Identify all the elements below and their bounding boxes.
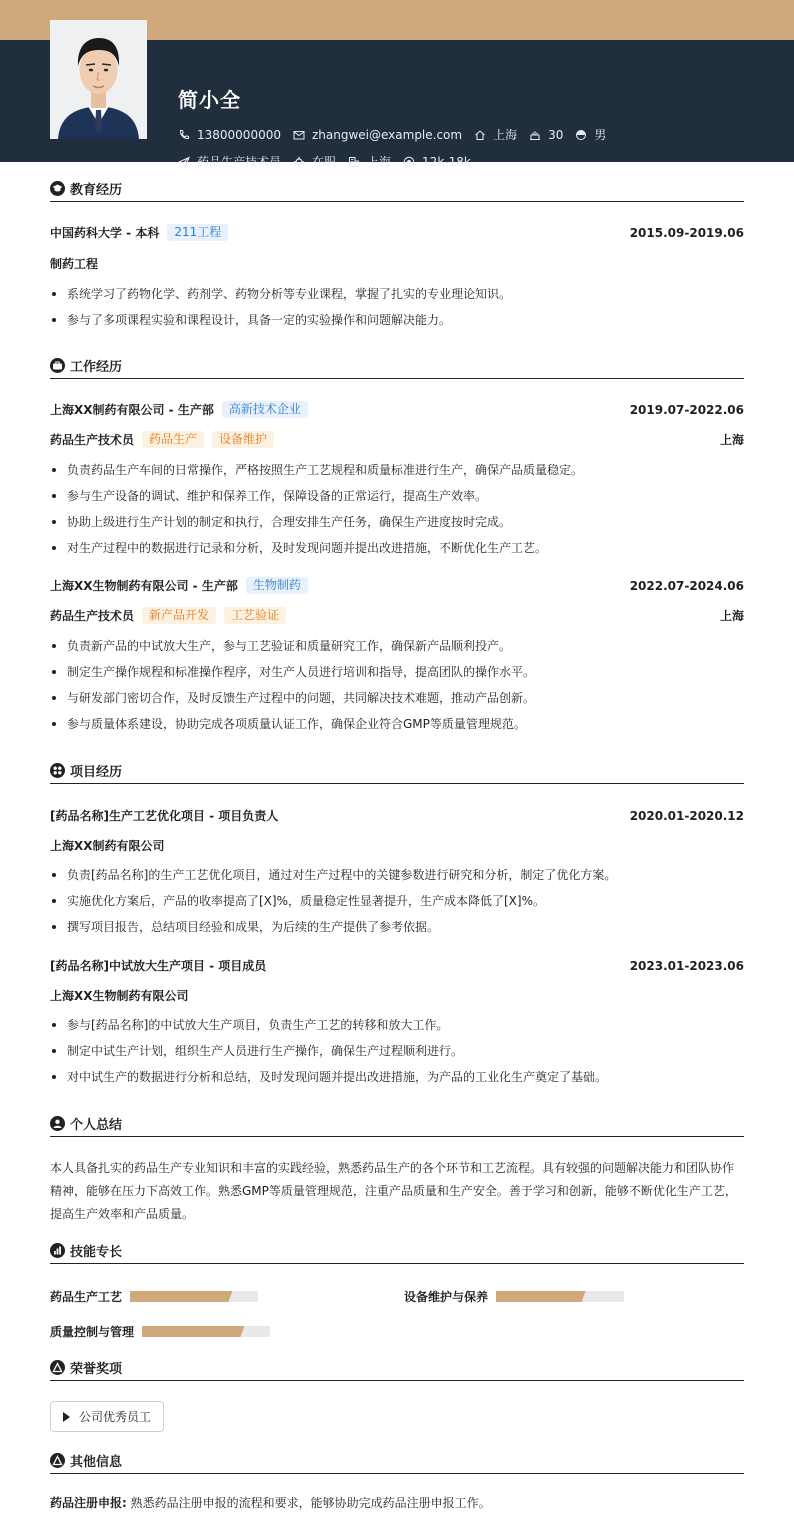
list-item: 协助上级进行生产计划的制定和执行，合理安排生产任务，确保生产进度按时完成。 [50, 509, 744, 535]
skill-tag: 设备维护 [212, 431, 274, 448]
list-item: 对中试生产的数据进行分析和总结，及时发现问题并提出改进措施，为产品的工业化生产奠定了基础。 [50, 1064, 744, 1090]
job-status: 在职 [312, 155, 337, 169]
intent-row [178, 153, 483, 170]
gender-value: 男 [594, 128, 607, 142]
other-info-line [50, 1494, 491, 1511]
school-name: 中国药科大学 - 本科 [50, 226, 160, 240]
project-org-row [50, 837, 744, 854]
status-item [293, 153, 336, 170]
project-name: [药品名称]中试放大生产项目 - 项目成员 [50, 959, 267, 973]
projects-heading: 项目经历 [50, 762, 744, 784]
list-item: 负责[药品名称]的生产工艺优化项目，通过对生产过程中的关键参数进行研究和分析，制定了优化方案。 [50, 862, 744, 888]
grid-icon [50, 763, 65, 778]
graduation-cap-icon [50, 181, 65, 196]
target-city: 上海 [367, 155, 392, 169]
caret-right-icon [63, 1412, 70, 1422]
status-icon [293, 156, 305, 168]
phone-icon [178, 129, 190, 141]
list-item: 参与质量体系建设，协助完成各项质量认证工作，确保企业符合GMP等质量管理规范。 [50, 711, 744, 737]
skill-bar [496, 1291, 624, 1302]
work-section [50, 357, 744, 747]
other-info-label: 药品注册申报: [50, 1496, 127, 1510]
user-icon [50, 1116, 65, 1131]
skill-name: 设备维护与保养 [404, 1290, 489, 1304]
list-item: 系统学习了药物化学、药剂学、药物分析等专业课程，掌握了扎实的专业理论知识。 [50, 281, 744, 307]
project-period: 2023.01-2023.06 [629, 958, 744, 973]
job-target-item [178, 153, 281, 170]
salary-range: 12k-18k [422, 154, 471, 169]
job-position-row [50, 431, 744, 448]
gender-icon [575, 129, 587, 141]
skill-bar-fill [142, 1326, 244, 1337]
award-icon [50, 1360, 65, 1375]
position-name: 药品生产技术员 [50, 609, 135, 623]
education-period: 2015.09-2019.06 [629, 225, 744, 240]
project-bullets [50, 1012, 744, 1090]
mail-icon [293, 129, 305, 141]
job-company-row [50, 577, 744, 594]
list-item: 制定中试生产计划，组织生产人员进行生产操作，确保生产过程顺利进行。 [50, 1038, 744, 1064]
skill-bar [142, 1326, 270, 1337]
project-org: 上海XX制药有限公司 [50, 839, 165, 853]
skill-name: 质量控制与管理 [50, 1325, 135, 1339]
list-item: 参与生产设备的调试、维护和保养工作，保障设备的正常运行，提高生产效率。 [50, 483, 744, 509]
briefcase-icon [50, 358, 65, 373]
target-city-item [348, 153, 391, 170]
list-item: 负责药品生产车间的日常操作，严格按照生产工艺规程和质量标准进行生产，确保产品质量稳定。 [50, 457, 744, 483]
work-heading: 工作经历 [50, 357, 744, 379]
portrait-image [50, 20, 147, 139]
summary-text: 本人具备扎实的药品生产专业知识和丰富的实践经验，熟悉药品生产的各个环节和工艺流程。具有较强的问题解决能力和团队协作精神，能够在压力下高效工作。熟悉GMP等质量管理规范，注重产品质量和生产安全。善于学习和创新，能够不断优化生产工艺，提高生产效率和产品质量。 [50, 1161, 737, 1221]
job-position-row [50, 607, 744, 624]
other-heading: 其他信息 [50, 1452, 744, 1474]
candidate-name: 简小全 [178, 88, 241, 112]
home-city-item [474, 126, 517, 143]
info-icon [50, 1453, 65, 1468]
awards-section [50, 1359, 744, 1439]
skill-tag: 新产品开发 [142, 607, 216, 624]
chart-icon [50, 1243, 65, 1258]
other-info-text: 熟悉药品注册申报的流程和要求，能够协助完成药品注册申报工作。 [130, 1496, 491, 1510]
job-bullets [50, 633, 744, 737]
email-address[interactable]: zhangwei@example.com [311, 127, 463, 142]
list-item: 对生产过程中的数据进行记录和分析，及时发现问题并提出改进措施，不断优化生产工艺。 [50, 535, 744, 561]
profile-photo [50, 20, 147, 139]
list-item: 撰写项目报告，总结项目经验和成果，为后续的生产提供了参考依据。 [50, 914, 744, 940]
building-icon [348, 156, 360, 168]
other-section [50, 1452, 744, 1522]
education-heading: 教育经历 [50, 180, 744, 202]
skills-heading: 技能专长 [50, 1242, 744, 1264]
project-name: [药品名称]生产工艺优化项目 - 项目负责人 [50, 809, 279, 823]
education-section [50, 180, 744, 340]
email-item [293, 128, 462, 142]
company-name: 上海XX生物制药有限公司 - 生产部 [50, 579, 238, 593]
job-bullets [50, 457, 744, 561]
project-org: 上海XX生物制药有限公司 [50, 989, 189, 1003]
age-item [529, 128, 563, 142]
list-item: 制定生产操作规程和标准操作程序，对生产人员进行培训和指导，提高团队的操作水平。 [50, 659, 744, 685]
summary-section [50, 1115, 744, 1230]
skill-bar-fill [496, 1291, 586, 1302]
job-period: 2022.07-2024.06 [629, 578, 744, 593]
project-org-row [50, 987, 744, 1004]
project-title-row [50, 807, 744, 824]
phone-item [178, 128, 281, 142]
list-item: 参与了多项课程实验和课程设计，具备一定的实验操作和问题解决能力。 [50, 307, 744, 333]
skill-bar-fill [130, 1291, 232, 1302]
salary-item [403, 155, 471, 169]
skill-tag: 药品生产 [142, 431, 204, 448]
skill-name: 药品生产工艺 [50, 1290, 123, 1304]
education-school-row [50, 224, 744, 241]
education-bullets [50, 281, 744, 333]
position-name: 药品生产技术员 [50, 433, 135, 447]
skill-item [50, 1288, 258, 1305]
skills-section [50, 1242, 744, 1347]
home-city: 上海 [493, 128, 518, 142]
education-major-row [50, 255, 744, 272]
job-city: 上海 [719, 609, 744, 623]
list-item: 与研发部门密切合作，及时反馈生产过程中的问题，共同解决技术难题，推动产品创新。 [50, 685, 744, 711]
skill-item [404, 1288, 624, 1305]
school-tag: 211工程 [167, 224, 228, 241]
job-period: 2019.07-2022.06 [629, 402, 744, 417]
award-item[interactable] [50, 1401, 164, 1432]
summary-heading: 个人总结 [50, 1115, 744, 1137]
project-title-row [50, 957, 744, 974]
company-tag: 生物制药 [246, 577, 308, 594]
job-target: 药品生产技术员 [197, 155, 282, 169]
skill-item [50, 1323, 270, 1340]
skill-bar [130, 1291, 258, 1302]
contact-row [178, 126, 618, 143]
project-period: 2020.01-2020.12 [629, 808, 744, 823]
salary-icon [403, 156, 415, 168]
major-name: 制药工程 [50, 257, 99, 271]
awards-heading: 荣誉奖项 [50, 1359, 744, 1381]
job-city: 上海 [719, 433, 744, 447]
skill-tag: 工艺验证 [224, 607, 286, 624]
gender-item [575, 126, 606, 143]
company-tag: 高新技术企业 [222, 401, 308, 418]
list-item: 实施优化方案后，产品的收率提高了[X]%，质量稳定性显著提升，生产成本降低了[X]%。 [50, 888, 744, 914]
home-icon [474, 129, 486, 141]
send-icon [178, 156, 190, 168]
job-company-row [50, 401, 744, 418]
phone-number[interactable]: 13800000000 [197, 127, 281, 142]
project-bullets [50, 862, 744, 940]
list-item: 参与[药品名称]的中试放大生产项目，负责生产工艺的转移和放大工作。 [50, 1012, 744, 1038]
company-name: 上海XX制药有限公司 - 生产部 [50, 403, 214, 417]
cake-icon [529, 129, 541, 141]
award-name: 公司优秀员工 [79, 1410, 152, 1424]
age-value: 30 [548, 127, 564, 142]
projects-section [50, 762, 744, 1102]
list-item: 负责新产品的中试放大生产，参与工艺验证和质量研究工作，确保新产品顺利投产。 [50, 633, 744, 659]
